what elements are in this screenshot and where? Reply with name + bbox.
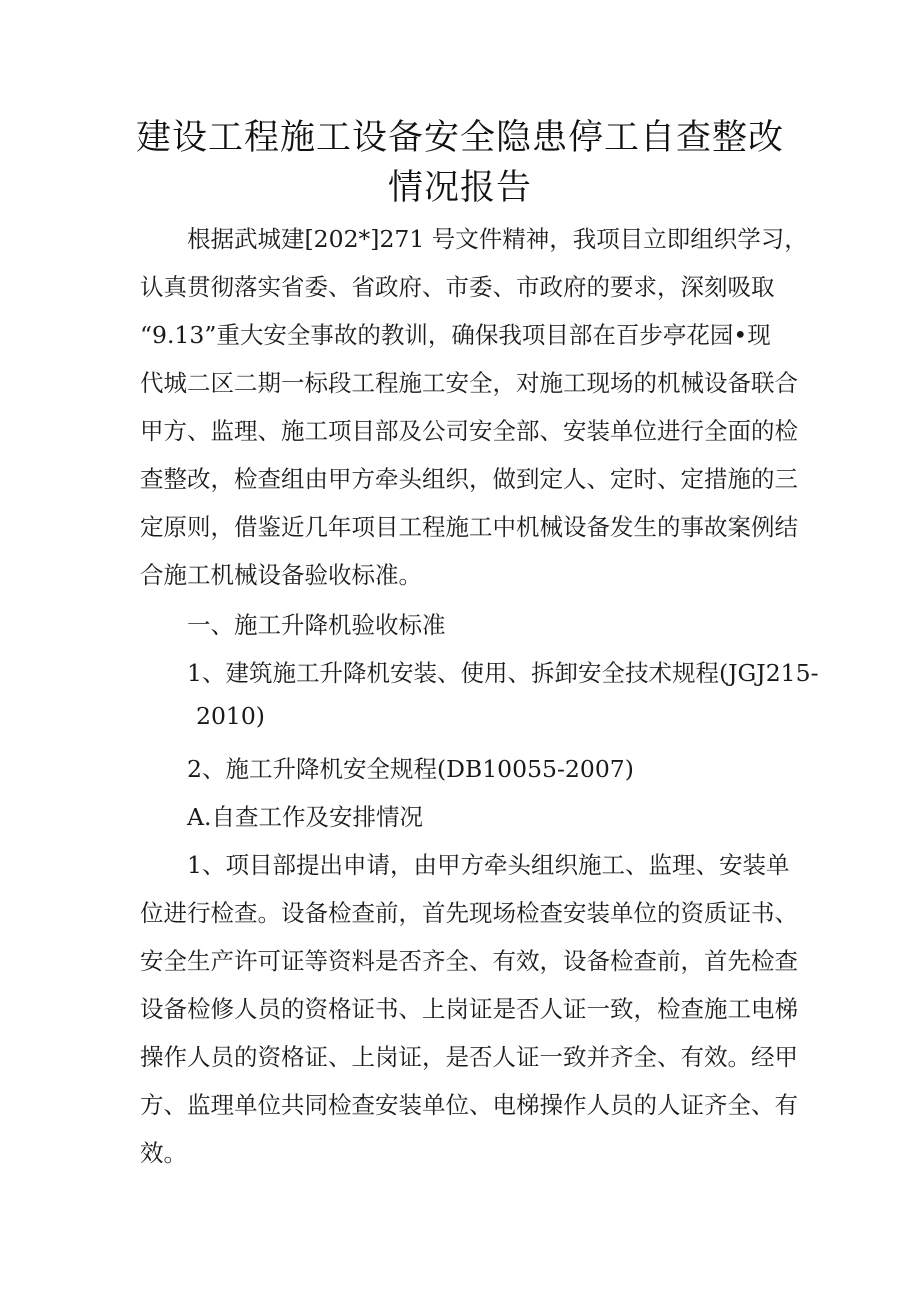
- item-1-line: 安全生产许可证等资料是否齐全、有效，设备检查前，首先检查: [140, 947, 798, 975]
- intro-line: 根据武城建[202*]271 号文件精神，我项目立即组织学习，: [187, 225, 808, 253]
- item-1-line: 设备检修人员的资格证书、上岗证是否人证一致，检查施工电梯: [140, 995, 798, 1023]
- standard-1-line-2: 2010): [196, 702, 265, 730]
- intro-line: 定原则，借鉴近几年项目工程施工中机械设备发生的事故案例结: [140, 513, 798, 541]
- item-1-line: 位进行检查。设备检查前，首先现场检查安装单位的资质证书、: [140, 899, 798, 927]
- subsection-a-heading: A.自查工作及安排情况: [187, 803, 423, 831]
- intro-line: 查整改，检查组由甲方牵头组织，做到定人、定时、定措施的三: [140, 465, 798, 493]
- item-1-line: 效。: [140, 1139, 187, 1167]
- intro-line: 合施工机械设备验收标准。: [140, 561, 422, 589]
- standard-2: 2、施工升降机安全规程(DB10055-2007): [187, 755, 634, 783]
- intro-line: “9.13”重大安全事故的教训，确保我项目部在百步亭花园•现: [140, 321, 771, 349]
- item-1-line: 操作人员的资格证、上岗证，是否人证一致并齐全、有效。经甲: [140, 1043, 798, 1071]
- intro-line: 认真贯彻落实省委、省政府、市委、市政府的要求，深刻吸取: [140, 273, 775, 301]
- document-title-line-1: 建设工程施工设备安全隐患停工自查整改: [135, 118, 784, 158]
- standard-1-line-1: 1、建筑施工升降机安装、使用、拆卸安全技术规程(JGJ215-: [187, 659, 819, 687]
- item-1-line: 1、项目部提出申请，由甲方牵头组织施工、监理、安装单: [187, 851, 790, 879]
- intro-line: 甲方、监理、施工项目部及公司安全部、安装单位进行全面的检: [140, 417, 798, 445]
- item-1-line: 方、监理单位共同检查安装单位、电梯操作人员的人证齐全、有: [140, 1091, 798, 1119]
- document-title-line-2: 情况报告: [387, 168, 532, 208]
- intro-line: 代城二区二期一标段工程施工安全，对施工现场的机械设备联合: [140, 369, 798, 397]
- section-1-heading: 一、施工升降机验收标准: [187, 611, 446, 639]
